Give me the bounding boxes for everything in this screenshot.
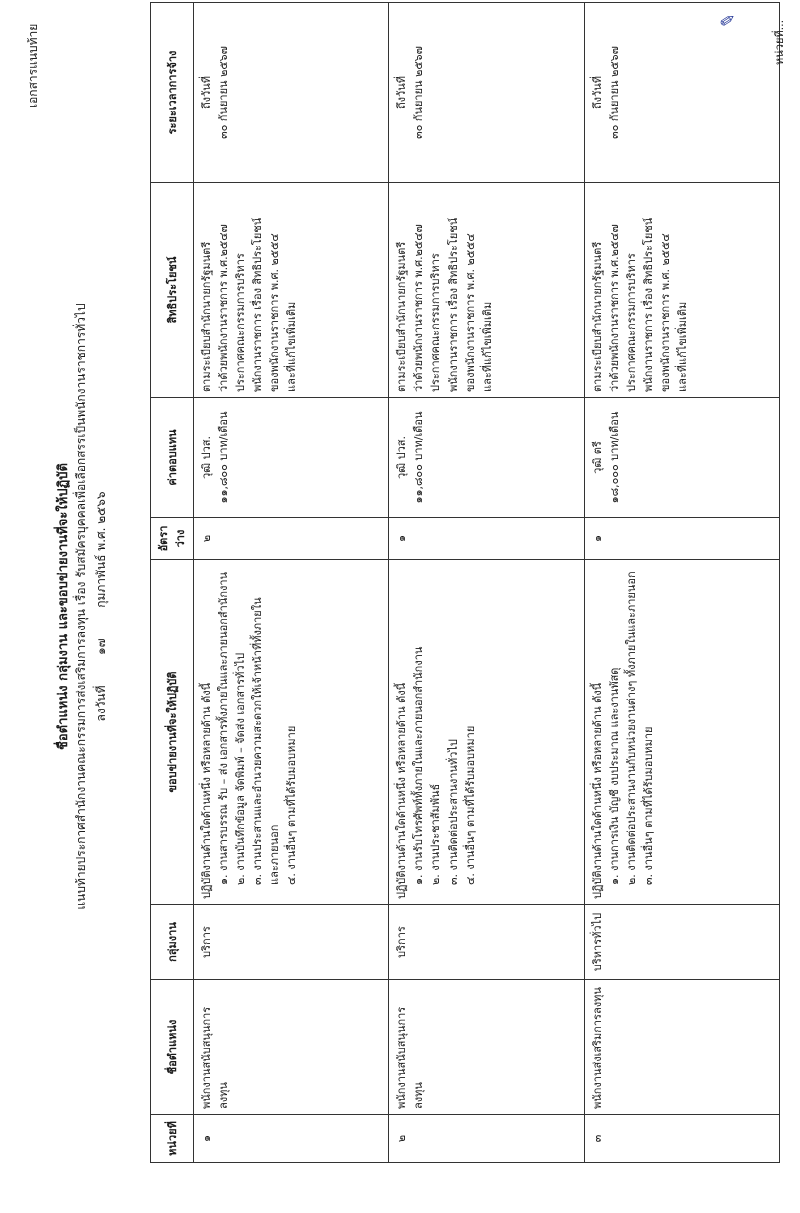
pay-qualification: วุฒิ ตรี [590, 441, 604, 474]
scope-line: ๓. งานอื่นๆ ตามที่ได้รับมอบหมาย [641, 726, 655, 885]
signature-mark: ✎ [716, 10, 741, 31]
term-date: ๓๐ กันยายน ๒๕๖๗ [217, 46, 231, 139]
benefits-line: และที่แก้ไขเพิ่มเติม [285, 301, 299, 392]
scope-cell [194, 560, 389, 905]
pay-amount: ๑๑,๘๐๐ บาท/เดือน [412, 411, 426, 504]
benefits-line: และที่แก้ไขเพิ่มเติม [675, 301, 689, 392]
term-cell [389, 3, 584, 183]
scope-line: ปฏิบัติงานด้านใดด้านหนึ่ง หรือหลายด้าน ดังนี้ [200, 682, 214, 899]
benefits-line: พนักงานราชการ เรื่อง สิทธิประโยชน์ [446, 217, 460, 392]
benefits-line: พนักงานราชการ เรื่อง สิทธิประโยชน์ [641, 217, 655, 392]
benefits-line: ประกาศคณะกรรมการบริหาร [234, 253, 248, 392]
header-position: ชื่อตำแหน่ง [151, 980, 194, 1115]
date-month-year: กุมภาพันธ์ พ.ศ. ๒๕๖๖ [94, 491, 108, 608]
benefits-cell [389, 183, 584, 398]
scope-line: ปฏิบัติงานด้านใดด้านหนึ่ง หรือหลายด้าน ดังนี้ [395, 682, 409, 899]
scope-line: ๒. งานติดต่อประสานงานกับหน่วยงานต่างๆ ทั้งภายในและภายนอก [624, 571, 638, 885]
benefits-line: ว่าด้วยพนักงานราชการ พ.ศ.๒๕๔๗ [412, 224, 426, 392]
scope-line: ๑. งานรับโทรศัพท์ทั้งภายในและภายนอกสำนักงาน [412, 646, 426, 885]
document-subtitle: แนบท้ายประกาศสำนักงานคณะกรรมการส่งเสริมการลงทุน เรื่อง รับสมัครบุคคลเพื่อเลือกสรรเป็นพนักงานราชการทั่วไป [74, 303, 88, 910]
scope-cell [389, 560, 584, 905]
position-cell: พนักงานสนับสนุนการลงทุน [194, 980, 389, 1115]
benefits-cell [194, 183, 389, 398]
benefits-line: และที่แก้ไขเพิ่มเติม [480, 301, 494, 392]
pay-amount: ๑๘,๐๐๐ บาท/เดือน [607, 411, 621, 504]
pay-cell [194, 398, 389, 518]
page-footer-note: หน่วยที่... [773, 19, 786, 65]
term-cell [194, 3, 389, 183]
vacancy-cell: ๑ [584, 518, 779, 560]
scope-line: ๒. งานบันทึกข้อมูล จัดพิมพ์ – จัดส่ง เอกสารทั่วไป [234, 652, 248, 885]
benefits-line: ตามระเบียบสำนักนายกรัฐมนตรี [200, 241, 214, 392]
term-label: ถึงวันที่ [590, 76, 604, 109]
positions-table-container [150, 3, 780, 1163]
positions-table [150, 2, 780, 1163]
scope-line: ๑. งานการเงิน บัญชี งบประมาณ และงานพัสดุ [607, 667, 621, 885]
group-cell: บริการ [194, 905, 389, 980]
date-day: ๑๗ [94, 638, 108, 655]
benefits-line: ประกาศคณะกรรมการบริหาร [624, 253, 638, 392]
position-cell: พนักงานส่งเสริมการลงทุน [584, 980, 779, 1115]
header-term: ระยะเวลาการจ้าง [151, 3, 194, 183]
header-vacancy: อัตราว่าง [151, 518, 194, 560]
benefits-line: พนักงานราชการ เรื่อง สิทธิประโยชน์ [251, 217, 265, 392]
scope-line: ๑. งานสารบรรณ รับ – ส่ง เอกสารทั้งภายในและภายนอกสำนักงาน [217, 571, 231, 885]
header-scope: ขอบข่ายงานที่จะให้ปฏิบัติ [151, 560, 194, 905]
pay-qualification: วุฒิ ปวส. [395, 436, 409, 479]
term-label: ถึงวันที่ [200, 76, 214, 109]
position-cell: พนักงานสนับสนุนการลงทุน [389, 980, 584, 1115]
term-cell [584, 3, 779, 183]
unit-no-cell: ๒ [389, 1115, 584, 1163]
document-title: ชื่อตำแหน่ง กลุ่มงาน และขอบข่ายงานที่จะให้ปฏิบัติ [56, 463, 71, 750]
table-row [584, 3, 779, 1163]
benefits-cell [584, 183, 779, 398]
vacancy-cell: ๑ [389, 518, 584, 560]
attachment-label: เอกสารแนบท้าย [26, 23, 40, 108]
scope-line: ๔. งานอื่นๆ ตามที่ได้รับมอบหมาย [285, 725, 299, 885]
scope-line: ๔. งานอื่นๆ ตามที่ได้รับมอบหมาย [463, 725, 477, 885]
table-row [389, 3, 584, 1163]
pay-cell [584, 398, 779, 518]
scope-line: ๒. งานประชาสัมพันธ์ [429, 783, 443, 885]
scope-line: ปฏิบัติงานด้านใดด้านหนึ่ง หรือหลายด้าน ดังนี้ [590, 682, 604, 899]
document-date [92, 0, 111, 1213]
term-date: ๓๐ กันยายน ๒๕๖๗ [412, 46, 426, 139]
benefits-line: ว่าด้วยพนักงานราชการ พ.ศ.๒๕๔๗ [607, 224, 621, 392]
scope-cell [584, 560, 779, 905]
benefits-line: ตามระเบียบสำนักนายกรัฐมนตรี [395, 241, 409, 392]
benefits-line: ของพนักงานราชการ พ.ศ. ๒๕๕๔ [463, 233, 477, 392]
term-date: ๓๐ กันยายน ๒๕๖๗ [607, 46, 621, 139]
date-prefix: ลงวันที่ [94, 685, 108, 722]
pay-amount: ๑๑,๘๐๐ บาท/เดือน [217, 411, 231, 504]
unit-no-cell: ๓ [584, 1115, 779, 1163]
group-cell: บริหารทั่วไป [584, 905, 779, 980]
group-cell: บริการ [389, 905, 584, 980]
pay-qualification: วุฒิ ปวส. [200, 436, 214, 479]
scope-line: และภายนอก [268, 824, 282, 885]
benefits-line: ตามระเบียบสำนักนายกรัฐมนตรี [590, 241, 604, 392]
header-group: กลุ่มงาน [151, 905, 194, 980]
table-header-row [151, 3, 194, 1163]
benefits-line: ของพนักงานราชการ พ.ศ. ๒๕๕๔ [268, 233, 282, 392]
unit-no-cell: ๑ [194, 1115, 389, 1163]
table-row [194, 3, 389, 1163]
scope-line: ๓. งานประสานและอำนวยความสะดวกให้เจ้าหน้าที่ทั้งภายใน [251, 597, 265, 885]
scope-line: ๓. งานติดต่อประสานงานทั่วไป [446, 739, 460, 885]
benefits-line: ของพนักงานราชการ พ.ศ. ๒๕๕๔ [658, 233, 672, 392]
header-benefits: สิทธิประโยชน์ [151, 183, 194, 398]
header-unit-no: หน่วยที่ [151, 1115, 194, 1163]
vacancy-cell: ๒ [194, 518, 389, 560]
header-pay: ค่าตอบแทน [151, 398, 194, 518]
term-label: ถึงวันที่ [395, 76, 409, 109]
pay-cell [389, 398, 584, 518]
benefits-line: ประกาศคณะกรรมการบริหาร [429, 253, 443, 392]
benefits-line: ว่าด้วยพนักงานราชการ พ.ศ.๒๕๔๗ [217, 224, 231, 392]
